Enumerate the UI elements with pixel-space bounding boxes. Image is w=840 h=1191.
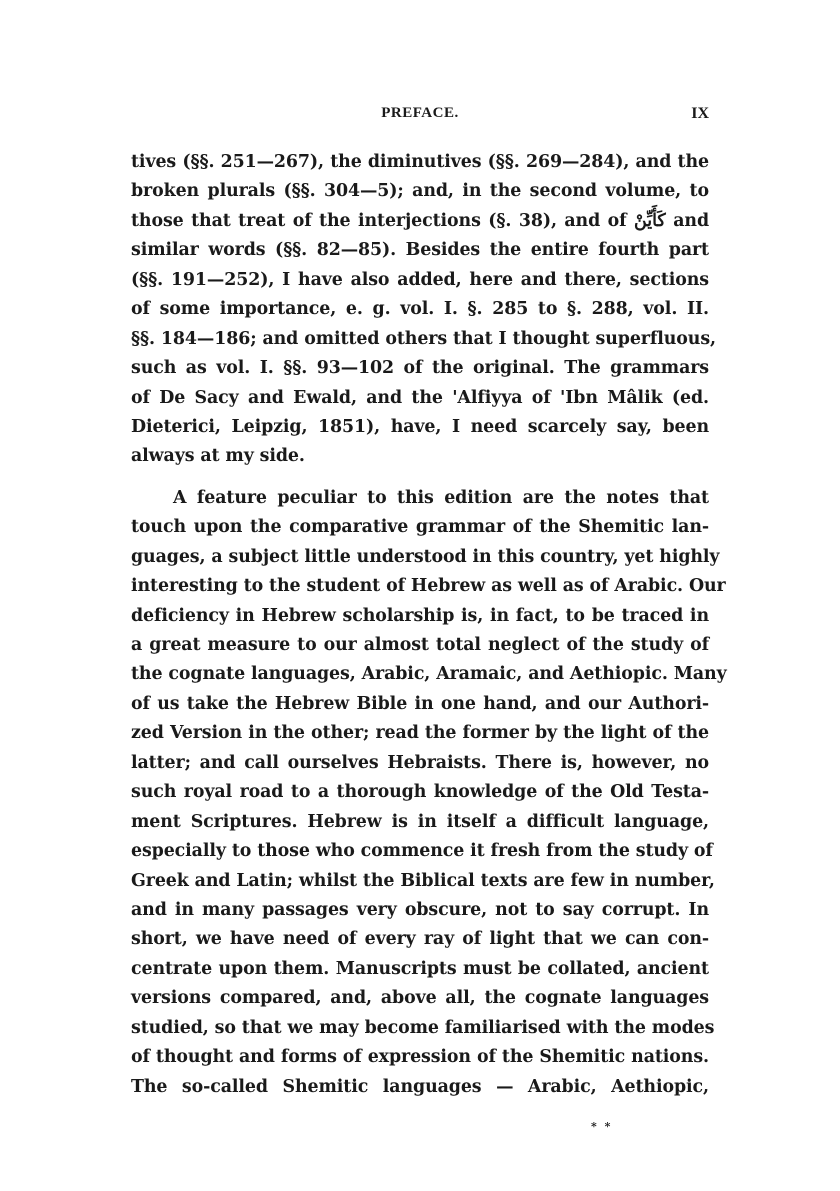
printer-signature-mark: * * [591,1120,613,1133]
text-line: such as vol. I. §§. 93—102 of the original. The grammars [131,358,709,379]
running-head [131,105,709,129]
text-line: of De Sacy and Ewald, and the 'Alfiyya of 'Ibn Mâlik (ed. [131,387,709,408]
text-line: centrate upon them. Manuscripts must be collated, ancient [131,958,709,979]
text-line: a great measure to our almost total neglect of the study of [131,635,709,655]
body-text [131,148,727,1102]
text-line: latter; and call ourselves Hebraists. There is, however, no [131,752,709,773]
text-line: tives (§§. 251—267), the diminutives (§§. 269—284), and the [131,152,709,172]
text-line: those that treat of the interjections (§. 38), and of كَأَيِّنْ and [131,210,710,231]
paragraph-gap [131,472,709,484]
text-line: and in many passages very obscure, not to say corrupt. In [131,899,709,920]
text-line: the cognate languages, Arabic, Aramaic, and Aethiopic. Many [131,664,727,685]
text-line: zed Version in the other; read the former by the light of the [131,723,709,744]
text-line: versions compared, and, above all, the cognate languages [131,988,709,1009]
running-title: PREFACE. [381,105,459,121]
text-line: similar words (§§. 82—85). Besides the entire fourth part [131,240,709,261]
text-line: guages, a subject little understood in this country, yet highly [131,546,720,567]
page-number: IX [691,105,709,122]
text-line: of thought and forms of expression of the Shemitic nations. [131,1047,709,1068]
text-line: short, we have need of every ray of light that we can con- [131,929,709,950]
text-line: broken plurals (§§. 304—5); and, in the second volume, to [131,181,709,202]
text-line: (§§. 191—252), I have also added, here and there, sections [131,269,709,290]
text-line: §§. 184—186; and omitted others that I thought superfluous, [131,328,716,349]
paragraph-2 [131,484,727,1102]
text-line: Dieterici, Leipzig, 1851), have, I need scarcely say, been [131,416,709,437]
text-line: interesting to the student of Hebrew as well as of Arabic. Our [131,576,726,597]
text-line: especially to those who commence it fresh from the study of [131,841,713,862]
text-line: ment Scriptures. Hebrew is in itself a difficult language, [131,811,709,832]
paragraph-1 [131,148,716,472]
text-line: of us take the Hebrew Bible in one hand, and our Authori- [131,693,709,714]
text-line: such royal road to a thorough knowledge of the Old Testa- [131,782,709,803]
text-line: A feature peculiar to this edition are the notes that [173,487,709,508]
text-line: always at my side. [131,446,305,467]
text-line: Greek and Latin; whilst the Biblical texts are few in number, [131,870,715,891]
text-line: deficiency in Hebrew scholarship is, in fact, to be traced in [131,605,709,626]
text-line: The so-called Shemitic languages — Arabic, Aethiopic, [131,1076,709,1097]
text-line: of some importance, e. g. vol. I. §. 285 to §. 288, vol. II. [131,299,709,320]
text-line: touch upon the comparative grammar of the Shemitic lan- [131,517,709,538]
text-line: studied, so that we may become familiarised with the modes [131,1017,715,1038]
